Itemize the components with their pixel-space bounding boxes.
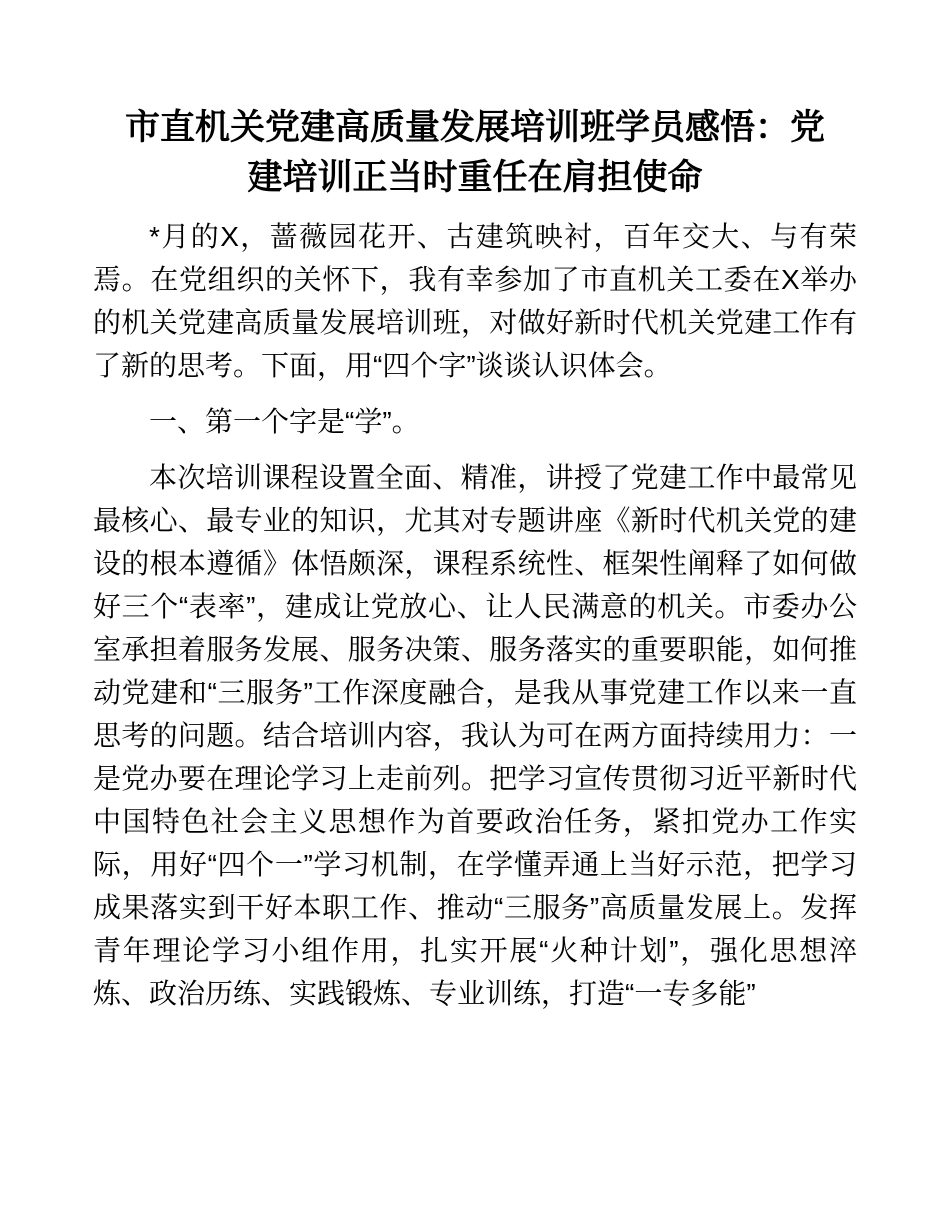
paragraph-intro: *月的X，蔷薇园花开、古建筑映衬，百年交大、与有荣焉。在党组织的关怀下，我有幸参加了市直机关工委在X举办的机关党建高质量发展培训班，对做好新时代机关党建工作有了新的思考。下面，用“四个字”谈谈认识体会。 bbox=[93, 221, 857, 381]
section-heading-first-word: 一、第一个字是“学”。 bbox=[149, 406, 420, 437]
paragraph-body: 本次培训课程设置全面、精准，讲授了党建工作中最常见最核心、最专业的知识，尤其对专题讲座《新时代机关党的建设的根本遵循》体悟颇深，课程系统性、框架性阐释了如何做好三个“表率”，建成让党放心、让人民满意的机关。市委办公室承担着服务发展、服务决策、服务落实的重要职能，如何推动党建和“三服务”工作深度融合，是我从事党建工作以来一直思考的问题。结合培训内容，我认为可在两方面持续用力：一是党办要在理论学习上走前列。把学习宣传贯彻习近平新时代中国特色社会主义思想作为首要政治任务，紧扣党办工作实际，用好“四个一”学习机制，在学懂弄通上当好示范，把学习成果落实到干好本职工作、推动“三服务”高质量发展上。发挥青年理论学习小组作用，扎实开展“火种计划”，强化思想淬炼、政治历练、实践锻炼、专业训练，打造“一专多能” bbox=[93, 462, 857, 1009]
document-title: 市直机关党建高质量发展培训班学员感悟：党建培训正当时重任在肩担使命 bbox=[124, 108, 825, 197]
